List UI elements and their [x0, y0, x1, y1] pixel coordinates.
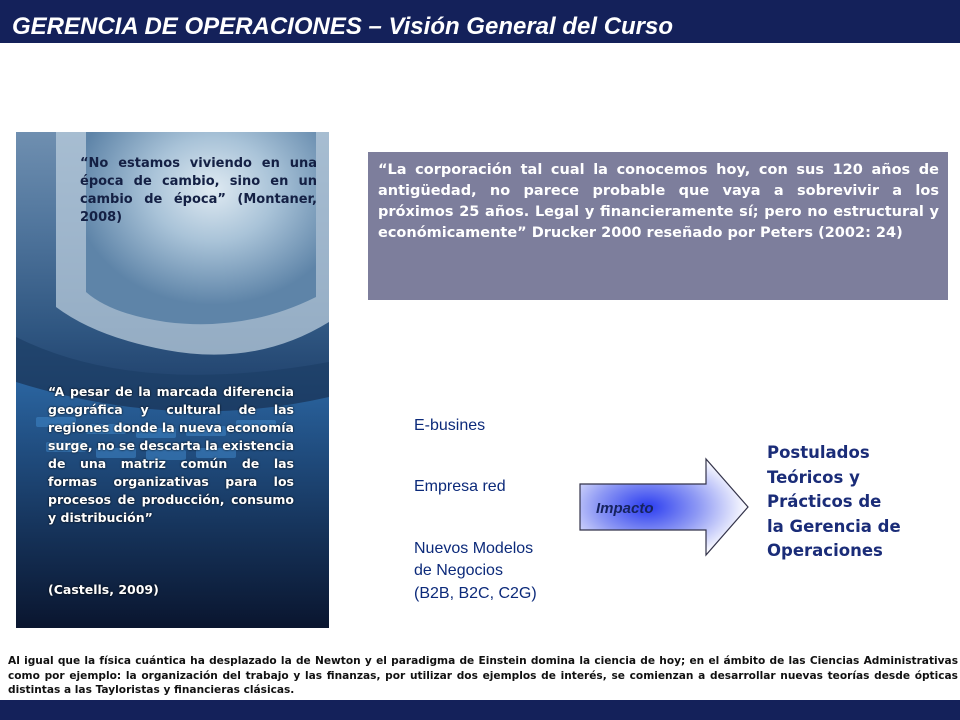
postulates-line: Teóricos y	[767, 467, 860, 487]
concept-ebusiness: E-busines	[414, 417, 486, 434]
postulates-line: la Gerencia de	[767, 516, 901, 536]
postulates-line: Prácticos de	[767, 492, 882, 511]
concept-b2b-b2c-c2g: (B2B, B2C, C2G)	[414, 585, 537, 602]
quote-castells-citation: (Castells, 2009)	[48, 582, 159, 597]
postulates-line: Postulados	[767, 443, 870, 462]
footer-note: Al igual que la física cuántica ha desplazado la de Newton y el paradigma de Einstein domina la ciencia de hoy; en el ámbito de las Ciencias Administrativas como por ejemplo: la organización del trabajo y las finanzas, por utilizar dos ejemplos de interés, se comienzan a desarrollar nuevas teorías desde ópticas distintas a las Tayloristas y financieras clásicas.	[8, 655, 958, 696]
footer-bar	[0, 700, 960, 720]
postulates-heading	[767, 441, 957, 564]
concept-de-negocios: de Negocios	[414, 562, 503, 579]
slide-title: GERENCIA DE OPERACIONES – Visión General del Curso	[12, 13, 674, 40]
impact-label: Impacto	[596, 500, 654, 517]
postulates-line: Operaciones	[767, 541, 883, 560]
concept-nuevos-modelos: Nuevos Modelos	[414, 540, 534, 557]
concept-empresa-red: Empresa red	[414, 478, 506, 495]
quote-drucker: “La corporación tal cual la conocemos hoy, con sus 120 años de antigüedad, no parece probable que vaya a sobrevivir a los próximos 25 años. Legal y financieramente sí; pero no estructural y económicamente” Drucker 2000 reseñado por Peters (2002: 24)	[378, 162, 939, 241]
quote-montaner: “No estamos viviendo en una época de cambio, sino en un cambio de época” (Montaner, 2008)	[80, 156, 317, 225]
quote-castells: “A pesar de la marcada diferencia geográfica y cultural de las regiones donde la nueva economía surge, no se descarta la existencia de una matriz común de las formas organizativas para los procesos de producción, consumo y distribución”	[48, 384, 294, 525]
